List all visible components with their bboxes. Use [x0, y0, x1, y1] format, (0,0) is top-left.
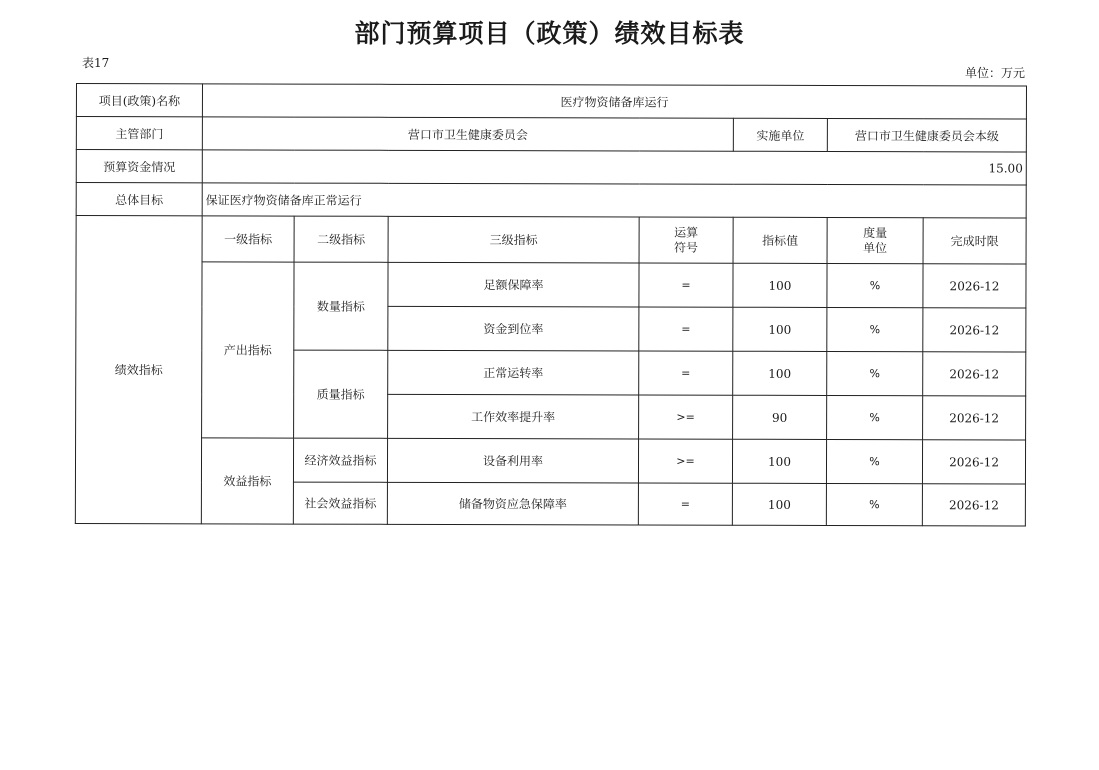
indicator-name: 正常运转率 — [388, 350, 639, 395]
indicator-operator: >= — [638, 439, 732, 483]
group-quality-indicator: 质量指标 — [294, 350, 388, 438]
header-operator — [639, 217, 733, 263]
implementing-unit-label: 实施单位 — [733, 118, 827, 151]
header-unit-line2: 单位 — [863, 240, 888, 255]
budget-fund-label: 预算资金情况 — [76, 150, 202, 183]
indicator-operator: = — [639, 307, 733, 351]
project-name-value: 医疗物资储备库运行 — [202, 84, 1026, 119]
department-value: 营口市卫生健康委员会 — [202, 117, 733, 151]
indicator-name: 资金到位率 — [388, 306, 639, 351]
indicator-unit: % — [826, 439, 922, 483]
indicator-deadline: 2026-12 — [922, 484, 1025, 526]
indicator-header-row — [76, 216, 1026, 264]
table-row — [75, 438, 1025, 484]
project-name-label: 项目(政策)名称 — [76, 84, 202, 117]
project-name-row — [76, 84, 1026, 119]
indicator-deadline: 2026-12 — [923, 264, 1026, 308]
header-operator-line1: 运算 — [674, 225, 699, 240]
header-measure-unit — [827, 217, 923, 263]
header-level2: 二级指标 — [294, 216, 388, 262]
overall-goal-label: 总体目标 — [76, 183, 202, 216]
header-level1: 一级指标 — [202, 216, 294, 262]
indicator-deadline: 2026-12 — [923, 308, 1026, 352]
indicator-deadline: 2026-12 — [923, 396, 1026, 440]
indicator-unit: % — [827, 351, 923, 395]
indicator-name: 足额保障率 — [388, 262, 639, 307]
indicator-value: 100 — [733, 263, 827, 307]
indicator-unit: % — [826, 483, 922, 525]
group-benefit-indicator: 效益指标 — [201, 438, 293, 524]
overall-goal-value: 保证医疗物资储备库正常运行 — [202, 183, 1026, 218]
indicator-unit: % — [827, 307, 923, 351]
header-unit-line1: 度量 — [863, 225, 888, 240]
group-quantity-indicator: 数量指标 — [294, 262, 388, 350]
performance-indicator-label: 绩效指标 — [75, 216, 202, 524]
indicator-value: 90 — [733, 395, 827, 439]
indicator-operator: = — [639, 263, 733, 307]
header-level3: 三级指标 — [388, 216, 639, 263]
indicator-value: 100 — [733, 351, 827, 395]
table-number: 表17 — [82, 56, 110, 70]
group-social-benefit-indicator: 社会效益指标 — [293, 482, 387, 524]
indicator-deadline: 2026-12 — [922, 440, 1025, 484]
budget-fund-value: 15.00 — [202, 150, 1026, 185]
header-deadline: 完成时限 — [923, 218, 1026, 264]
indicator-unit: % — [827, 395, 923, 439]
group-output-indicator: 产出指标 — [202, 262, 294, 438]
indicator-value: 100 — [732, 483, 826, 525]
indicator-name: 设备利用率 — [387, 438, 638, 483]
indicator-name: 工作效率提升率 — [388, 394, 639, 439]
indicator-unit: % — [827, 263, 923, 307]
header-operator-line2: 符号 — [674, 240, 699, 255]
unit-note: 单位：万元 — [964, 66, 1025, 80]
indicator-value: 100 — [732, 439, 826, 483]
indicator-deadline: 2026-12 — [923, 352, 1026, 396]
indicator-name: 储备物资应急保障率 — [387, 482, 638, 525]
header-target-value: 指标值 — [733, 217, 827, 263]
indicator-operator: = — [638, 483, 732, 525]
page-title: 部门预算项目（政策）绩效目标表 — [354, 19, 745, 48]
table-row — [76, 262, 1026, 308]
group-economic-benefit-indicator: 经济效益指标 — [293, 438, 387, 482]
implementing-unit-value: 营口市卫生健康委员会本级 — [827, 118, 1026, 152]
department-row — [76, 117, 1026, 152]
performance-target-table — [75, 83, 1027, 526]
overall-goal-row — [76, 183, 1026, 218]
department-label: 主管部门 — [76, 117, 202, 150]
indicator-value: 100 — [733, 307, 827, 351]
indicator-operator: = — [639, 351, 733, 395]
budget-fund-row — [76, 150, 1026, 185]
indicator-operator: >= — [639, 395, 733, 439]
